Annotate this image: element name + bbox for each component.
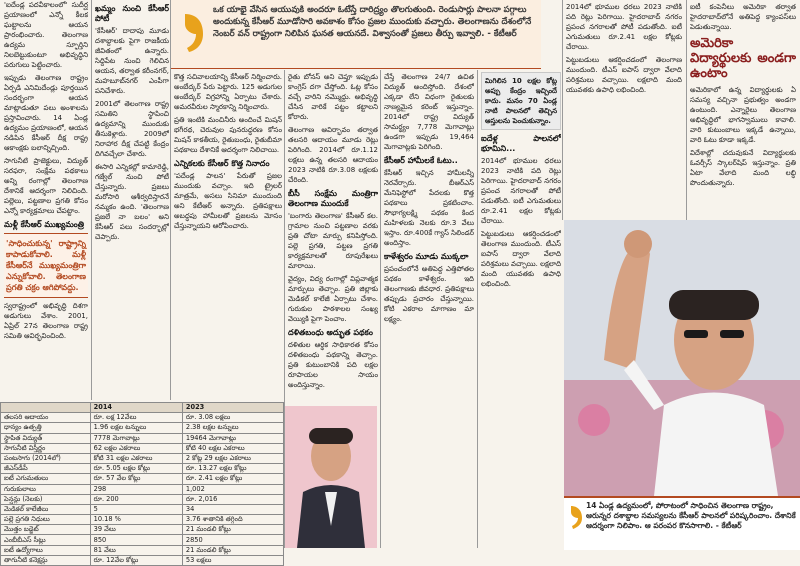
column-1 bbox=[4, 0, 88, 400]
column-7-text bbox=[690, 2, 796, 218]
col5-para-1: చేస్తే తెలంగాణ 24/7 ఉచిత విద్యుత్ అందిస్తోంది. దేశంలో ఎక్కడా లేని విధంగా రైతులకు నాణ్యమైన కరెంట్ ఇస్తున్నాం. 2014లో రాష్ట్ర విద్యుత్ సామర్థ్యం 7,778 మెగావాట్లు ఉండగా ఇప్పుడు 19,464 మెగావాట్లకు పెరిగింది. bbox=[384, 73, 474, 151]
speaker-small-illustration bbox=[285, 406, 377, 548]
table-cell: ధాన్యం ఉత్పత్తి bbox=[1, 423, 91, 433]
column-6b bbox=[566, 2, 682, 218]
col7-top: ఐటీ కంపెనీలు అమెరికా తర్వాత హైదరాబాద్‌లోనే అతిపెద్ద క్యాంపస్‌లు పెడుతున్నాయి. bbox=[690, 3, 796, 31]
table-cell: 53 లక్షలు bbox=[182, 555, 283, 565]
table-cell: కోటి 40 లక్షల ఎకరాలు bbox=[182, 443, 283, 453]
table-cell: జీఎస్‌డీపీ bbox=[1, 464, 91, 474]
column-divider bbox=[91, 0, 92, 400]
col6b-para-1: 2014లో భూముల ధరలు 2023 నాటికి పది రెట్లు పెరిగాయి. హైదరాబాద్ నగరం ప్రపంచ నగరాలతో పోటీ పడుతోంది. ఐటీ ఎగుమతులు రూ.2.41 లక్షల కోట్లకు చేరాయి. bbox=[566, 3, 682, 51]
table-cell: స్థాపిత విద్యుత్ bbox=[1, 433, 91, 443]
table-row bbox=[1, 443, 284, 453]
table-cell: 81 వేలు bbox=[90, 545, 182, 555]
col2-para-2: 2001లో తెలంగాణ రాష్ట్ర సమితిని స్థాపించి ఉద్యమాన్ని ముందుకు తీసుకెళ్లారు. 2009లో నిరాహార దీక్ష చేపట్టి కేంద్రం దిగివచ్చేలా చేశారు. bbox=[95, 100, 169, 158]
table-cell: సాగునీటి విస్తీర్ణం bbox=[1, 443, 91, 453]
column-4 bbox=[288, 72, 378, 402]
table-header-cell bbox=[1, 403, 91, 413]
col6-subheading: ఐదేళ్ల పాలనలో భూమిని... bbox=[481, 134, 561, 153]
table-cell: రూ. 13.27 లక్షల కోట్లు bbox=[182, 464, 283, 474]
table-cell: రూ. 2,016 bbox=[182, 494, 283, 504]
table-row bbox=[1, 494, 284, 504]
table-header-cell: 2014 bbox=[90, 403, 182, 413]
col6-para-2: పెట్టుబడులు ఆకర్షించడంలో తెలంగాణ ముందుంది. టీఎస్ ఐపాస్ ద్వారా వేలాది పరిశ్రమలు వచ్చాయి. లక్షలాది మంది యువతకు ఉపాధి లభించింది. bbox=[481, 230, 561, 288]
table-cell: రూ. 12వేల కోట్లు bbox=[90, 555, 182, 565]
table-cell: ఐటీ ఉద్యోగాలు bbox=[1, 545, 91, 555]
table-cell: 3.76 శాతానికి తగ్గింది bbox=[182, 515, 283, 525]
col4-subheading-2: దళితబంధు అద్భుత పథకం bbox=[288, 328, 373, 337]
table-cell: 10.18 % bbox=[90, 515, 182, 525]
col3-subheading: ఎన్నికలకు కేసీఆర్ కొత్త నినాదం bbox=[174, 159, 270, 168]
col6-highlight: మిగిలిన 10 లక్షల కోట్ల అప్పు కేంద్రం ఇచ్చిందే కాదు. మనం 70 ఏండ్ల నాటి పాలనలో తెచ్చిన ఆస్తులను పెంచుకున్నాం. bbox=[481, 72, 561, 130]
col1-para-2: ఇప్పుడు తెలంగాణ రాష్ట్రం ఏర్పడి ఎనిమిదేండ్లు పూర్తయిన సందర్భంగా ఆయన మాట్లాడుతూ పలు అంశాలను ప్రస్తావించారు. 14 ఏండ్ల ఉద్యమం ప్రయాణంలో, ఆయన నడిపిన కేసీఆర్ దీక్ష రాష్ట్ర ఆకాంక్షకు బలాన్నిచ్చింది. bbox=[4, 74, 88, 152]
table-cell: 2850 bbox=[182, 535, 283, 545]
column-6 bbox=[481, 72, 561, 548]
col6-para-1: 2014లో భూముల ధరలు 2023 నాటికి పది రెట్లు పెరిగాయి. హైదరాబాద్ నగరం ప్రపంచ నగరాలతో పోటీ పడుతోంది. ఐటీ ఎగుమతులు రూ.2.41 లక్షల కోట్లకు చేరాయి. bbox=[481, 157, 561, 225]
col4-para-3: 'బంగారు తెలంగాణ' కేసీఆర్ కల. గ్రామాల నుంచి పట్టణాల వరకు ప్రతి చోటా మార్పు కనిపిస్తోంది. పల్లె ప్రగతి, పట్టణ ప్రగతి కార్యక్రమాలతో రూపురేఖలు మారాయి. bbox=[288, 212, 378, 270]
table-cell: 19464 మెగావాట్లు bbox=[182, 433, 283, 443]
col1-para-3: సాగునీటి ప్రాజెక్టులు, విద్యుత్ సరఫరా, సంక్షేమ పథకాలు అన్ని రంగాల్లో తెలంగాణ దేశానికే ఆదర్శంగా నిలిచింది. పల్లెలు, పట్టణాల ప్రగతి కోసం ఎన్నో కార్యక్రమాలు చేపట్టాం. bbox=[4, 157, 88, 215]
column-divider bbox=[477, 70, 478, 548]
top-quote-banner bbox=[171, 0, 541, 69]
table-row bbox=[1, 433, 284, 443]
table-row bbox=[1, 545, 284, 555]
col2-para-3: ఈసారి ఎన్నికల్లో కామారెడ్డి, గజ్వేల్ నుంచి పోటీ చేస్తున్నారు. ప్రజలు మరోసారి ఆశీర్వదిస్తారనే నమ్మకం ఉంది. 'తెలంగాణ ప్రజలే నా బలం' అని కేసీఆర్ పలు సందర్భాల్లో చెప్పారు. bbox=[95, 163, 169, 241]
table-row bbox=[1, 453, 284, 463]
table-cell: 1,002 bbox=[182, 484, 283, 494]
col5-subheading-1: కేసీఆర్ హామీలకే ఓటు.. bbox=[384, 156, 458, 165]
small-photo bbox=[285, 406, 377, 548]
col2-para-1: 'కేసీఆర్' దాదాపు మూడు దశాబ్దాలకు పైగా రాజకీయ జీవితంలో ఉన్నారు. సిద్దిపేట నుంచి గెలిచిన ఆయన, తర్వాత కరీంనగర్, మహబూబ్‌నగర్ ఎంపీగా పనిచేశారు. bbox=[95, 27, 169, 95]
col1-para-1: 'ఐదేండ్ల పదవీకాలంలో' సుదీర్ఘ ప్రయాణంలో ఎన్నో కీలక ఘట్టాలను ఆయన ప్రారంభించారు. తెలంగాణ ఉద్యమ స్ఫూర్తిని నిలబెట్టుకుంటూ అభివృద్ధిని పరుగులు పెట్టించారు. bbox=[4, 1, 88, 69]
table-cell: 850 bbox=[90, 535, 182, 545]
table-cell: 2.38 లక్షల టన్నులు bbox=[182, 423, 283, 433]
speaker-photo-illustration bbox=[564, 220, 800, 496]
column-2 bbox=[95, 0, 169, 400]
col6b-para-2: పెట్టుబడులు ఆకర్షించడంలో తెలంగాణ ముందుంది. టీఎస్ ఐపాస్ ద్వారా వేలాది పరిశ్రమలు వచ్చాయి. లక్షలాది మంది యువతకు ఉపాధి లభించింది. bbox=[566, 56, 682, 94]
table-cell: ఐటీ ఎగుమతులు bbox=[1, 474, 91, 484]
table-cell: కోటి 31 లక్షల ఎకరాలు bbox=[90, 453, 182, 463]
col5-tail: ప్రపంచంలోనే అతిపెద్ద ఎత్తిపోతల పథకం కాళేశ్వరం. ఇది తెలంగాణకు జీవధార. ప్రతిపక్షాలు తప్పుడు ప్రచారం చేస్తున్నాయి. కోటి ఎకరాల మాగాణం మా లక్ష్యం. bbox=[384, 265, 474, 323]
table-cell: ఎంబీబీఎస్ సీట్లు bbox=[1, 535, 91, 545]
table-cell: 62 లక్షల ఎకరాలు bbox=[90, 443, 182, 453]
table-header-cell: 2023 bbox=[182, 403, 283, 413]
col3-tail: 'పదేండ్ల పాలన' పేరుతో ప్రజల ముందుకు వచ్చాం. ఇది ట్రైలర్ మాత్రమే, అసలు సినిమా ముందుంది అని కేటీఆర్ అన్నారు. ప్రతిపక్షాలు అబద్ధపు హామీలతో ప్రజలను మోసం చేస్తున్నాయని ఆరోపించారు. bbox=[174, 172, 282, 230]
table-cell: 21 మండలి కోట్లు bbox=[182, 545, 283, 555]
table-cell: 39 వేలు bbox=[90, 525, 182, 535]
col4-para-2: తెలంగాణ ఆవిర్భావం తర్వాత తలసరి ఆదాయం మూడు రెట్లు పెరిగింది. 2014లో రూ.1.12 లక్షలు ఉన్న తలసరి ఆదాయం 2023 నాటికి రూ.3.08 లక్షలకు చేరింది. bbox=[288, 126, 378, 184]
table-cell: రూ. 57 వేల కోట్లు bbox=[90, 474, 182, 484]
table-cell: రూ. 2.41 లక్షల కోట్లు bbox=[182, 474, 283, 484]
table-header-row bbox=[1, 403, 284, 413]
table-cell: 298 bbox=[90, 484, 182, 494]
col7-para-1: అమెరికాలో ఉన్న విద్యార్థులకు ఏ సమస్య వచ్చినా ప్రభుత్వం అండగా ఉంటుంది. ఎన్నారైలు తెలంగాణ అభివృద్ధిలో భాగస్వాములు కావాలి. వారి కుటుంబాలు ఇక్కడే ఉన్నాయి, వారి ఓటు కూడా ఇక్కడే. bbox=[690, 86, 796, 144]
table-cell: తలసరి ఆదాయం bbox=[1, 413, 91, 423]
table-row bbox=[1, 504, 284, 514]
table-cell: రూ. 5.05 లక్షల కోట్లు bbox=[90, 464, 182, 474]
col7-para-2: విదేశాల్లో చదువుకునే విద్యార్థులకు ఓవర్సీస్ స్కాలర్‌షిప్ ఇస్తున్నాం. ప్రతి ఏటా వేలాది మంది లబ్ధి పొందుతున్నారు. bbox=[690, 149, 796, 187]
table-cell: 7778 మెగావాట్లు bbox=[90, 433, 182, 443]
main-photo-caption bbox=[564, 496, 800, 550]
col4-subheading-1: బీసీ సంక్షేమ మంత్రిగా తెలంగాణ ముందుకే bbox=[288, 189, 378, 208]
col4-tail: దళితుల ఆర్థిక సాధికారత కోసం దళితబంధు పథకాన్ని తెచ్చాం. ప్రతి కుటుంబానికి పది లక్షల రూపాయల సాయం అందిస్తున్నాం. bbox=[288, 341, 378, 389]
table-row bbox=[1, 413, 284, 423]
column-5 bbox=[384, 72, 474, 548]
column-divider bbox=[562, 0, 563, 220]
col5-subheading-2: కాళేశ్వరం మూడు ముక్కలా bbox=[384, 252, 469, 261]
table-cell: మెడికల్ కాలేజీలు bbox=[1, 504, 91, 514]
col1-pull-quote: 'సాధించుకున్న' రాష్ట్రాన్ని కాపాడుకోవాలి. మళ్లీ కేసీఆర్‌నే ముఖ్యమంత్రిగా ఎన్నుకోవాలి. తెలంగాణ ప్రగతి చక్రం ఆగిపోవద్దు. bbox=[4, 233, 88, 298]
table-cell: రూ. 3.08 లక్షలు bbox=[182, 413, 283, 423]
table-cell: 21 మండలి కోట్లు bbox=[182, 525, 283, 535]
table-row bbox=[1, 423, 284, 433]
column-divider bbox=[380, 70, 381, 548]
table-row bbox=[1, 525, 284, 535]
main-photo bbox=[564, 220, 800, 496]
table-row bbox=[1, 535, 284, 545]
col7-title: అమెరికా విద్యార్థులకు అండగా ఉంటాం bbox=[690, 36, 796, 81]
col3-para-2: ప్రతి ఇంటికి మంచినీరు అందించే మిషన్ భగీరథ, చెరువుల పునరుద్ధరణ కోసం మిషన్ కాకతీయ, రైతుబంధు, రైతుబీమా పథకాలు దేశానికే ఆదర్శంగా నిలిచాయి. bbox=[174, 116, 282, 154]
table-cell: పల్లె ప్రగతి నిధులు bbox=[1, 515, 91, 525]
stats-table bbox=[0, 402, 284, 566]
col2-subheading: ఖమ్మం నుంచి కేసీఆర్ పోటీ bbox=[95, 4, 169, 23]
column-divider bbox=[686, 0, 687, 220]
table-cell: 5 bbox=[90, 504, 182, 514]
table-row bbox=[1, 484, 284, 494]
table-cell: 2 కోట్ల 29 లక్షల ఎకరాలు bbox=[182, 453, 283, 463]
banner-quote-text: ఒక యాభై వేసిన ఆయువుకి అందరూ ఓటేస్తే దారిద్ర్యం తొలగుతుంది. రెండుసార్లు పాలనా పగ్గాలు అందుకున్న కేసీఆర్ మూడోసారి అవకాశం కోసం ప్రజల ముందుకు వచ్చారు. తెలంగాణను దేశంలోనే నెంబర్ వన్ రాష్ట్రంగా నిలిపిన ఘనత ఆయనదే. విశ్వాసంతో ప్రజలు తీర్పు ఇవ్వాలి. - కేటీఆర్ bbox=[213, 5, 532, 39]
table-cell: గురుకులాలు bbox=[1, 484, 91, 494]
table-cell: మొత్తం బడ్జెట్ bbox=[1, 525, 91, 535]
table-cell: పంటసాగు (2014లో) bbox=[1, 453, 91, 463]
col4-para-4: వైద్యం, విద్య రంగాల్లో విప్లవాత్మక మార్పులు తెచ్చాం. ప్రతి జిల్లాకు మెడికల్ కాలేజీ ఏర్పాటు చేశాం. గురుకుల పాఠశాలల సంఖ్య వెయ్యికి పైగా పెంచాం. bbox=[288, 275, 378, 323]
table-cell: 1.96 లక్షల టన్నులు bbox=[90, 423, 182, 433]
col4-para-1: రైతు బోనస్ అని చెప్తూ ఇప్పుడు కాంగ్రెస్ దగా చేస్తోంది. ఓట్ల కోసం వచ్చే వారిని నమ్మొద్దు. అభివృద్ధి చేసిన వారికే పట్టం కట్టాలని కోరారు. bbox=[288, 73, 378, 121]
caption-text: 14 ఏండ్ల ఉద్యమంలో, పోరాటంలో సాధించిన తెలంగాణ రాష్ట్రం, ఆరున్నర దశాబ్దాల సమస్యలను కేసీఆర్ పాలనలో పరిష్కరించాం. దేశానికే ఆదర్శంగా నిలిపాం. ఆ పరంపర కొనసాగాలి. - కేటీఆర్ bbox=[586, 501, 796, 530]
col1-subheading: మళ్లీ కేసీఆర్ ముఖ్యమంత్రి bbox=[4, 220, 84, 229]
quote-mark-icon bbox=[179, 10, 209, 54]
table-row bbox=[1, 515, 284, 525]
table-row bbox=[1, 555, 284, 565]
table-cell: తాగునీటి కనెక్షన్లు bbox=[1, 555, 91, 565]
table-cell: రూ. లక్ష 12వేలు bbox=[90, 413, 182, 423]
col1-tail: స్వరాష్ట్రంలో అభివృద్ధి దిశగా అడుగులు వేశాం. 2001, ఏప్రిల్ 27న తెలంగాణ రాష్ట్ర సమితి ఆవిర్భవించింది. bbox=[4, 302, 88, 340]
col3-para-1: కొత్త సచివాలయాన్ని కేసీఆర్ నిర్మించారు. అంబేద్కర్ పేరు పెట్టారు. 125 అడుగుల అంబేద్కర్ విగ్రహాన్ని ఏర్పాటు చేశారు. అమరవీరుల స్మారకాన్ని నిర్మించారు. bbox=[174, 73, 282, 111]
table-cell: రూ. 200 bbox=[90, 494, 182, 504]
quote-mark-icon bbox=[568, 504, 584, 530]
column-3 bbox=[174, 72, 282, 402]
table-cell: పెన్షన్లు (నెలకు) bbox=[1, 494, 91, 504]
table-cell: 34 bbox=[182, 504, 283, 514]
table-row bbox=[1, 464, 284, 474]
col5-para-2: కేసీఆర్ ఇచ్చిన హామీలన్నీ నెరవేర్చారు. బీఆర్ఎస్ మేనిఫెస్టోలో పేదలకు కొత్త పథకాలు ప్రకటించాం. సౌభాగ్యలక్ష్మి పథకం కింద మహిళలకు నెలకు రూ.3 వేలు ఇస్తాం. రూ.400కే గ్యాస్ సిలిండర్ అందిస్తాం. bbox=[384, 169, 474, 247]
table-row bbox=[1, 474, 284, 484]
